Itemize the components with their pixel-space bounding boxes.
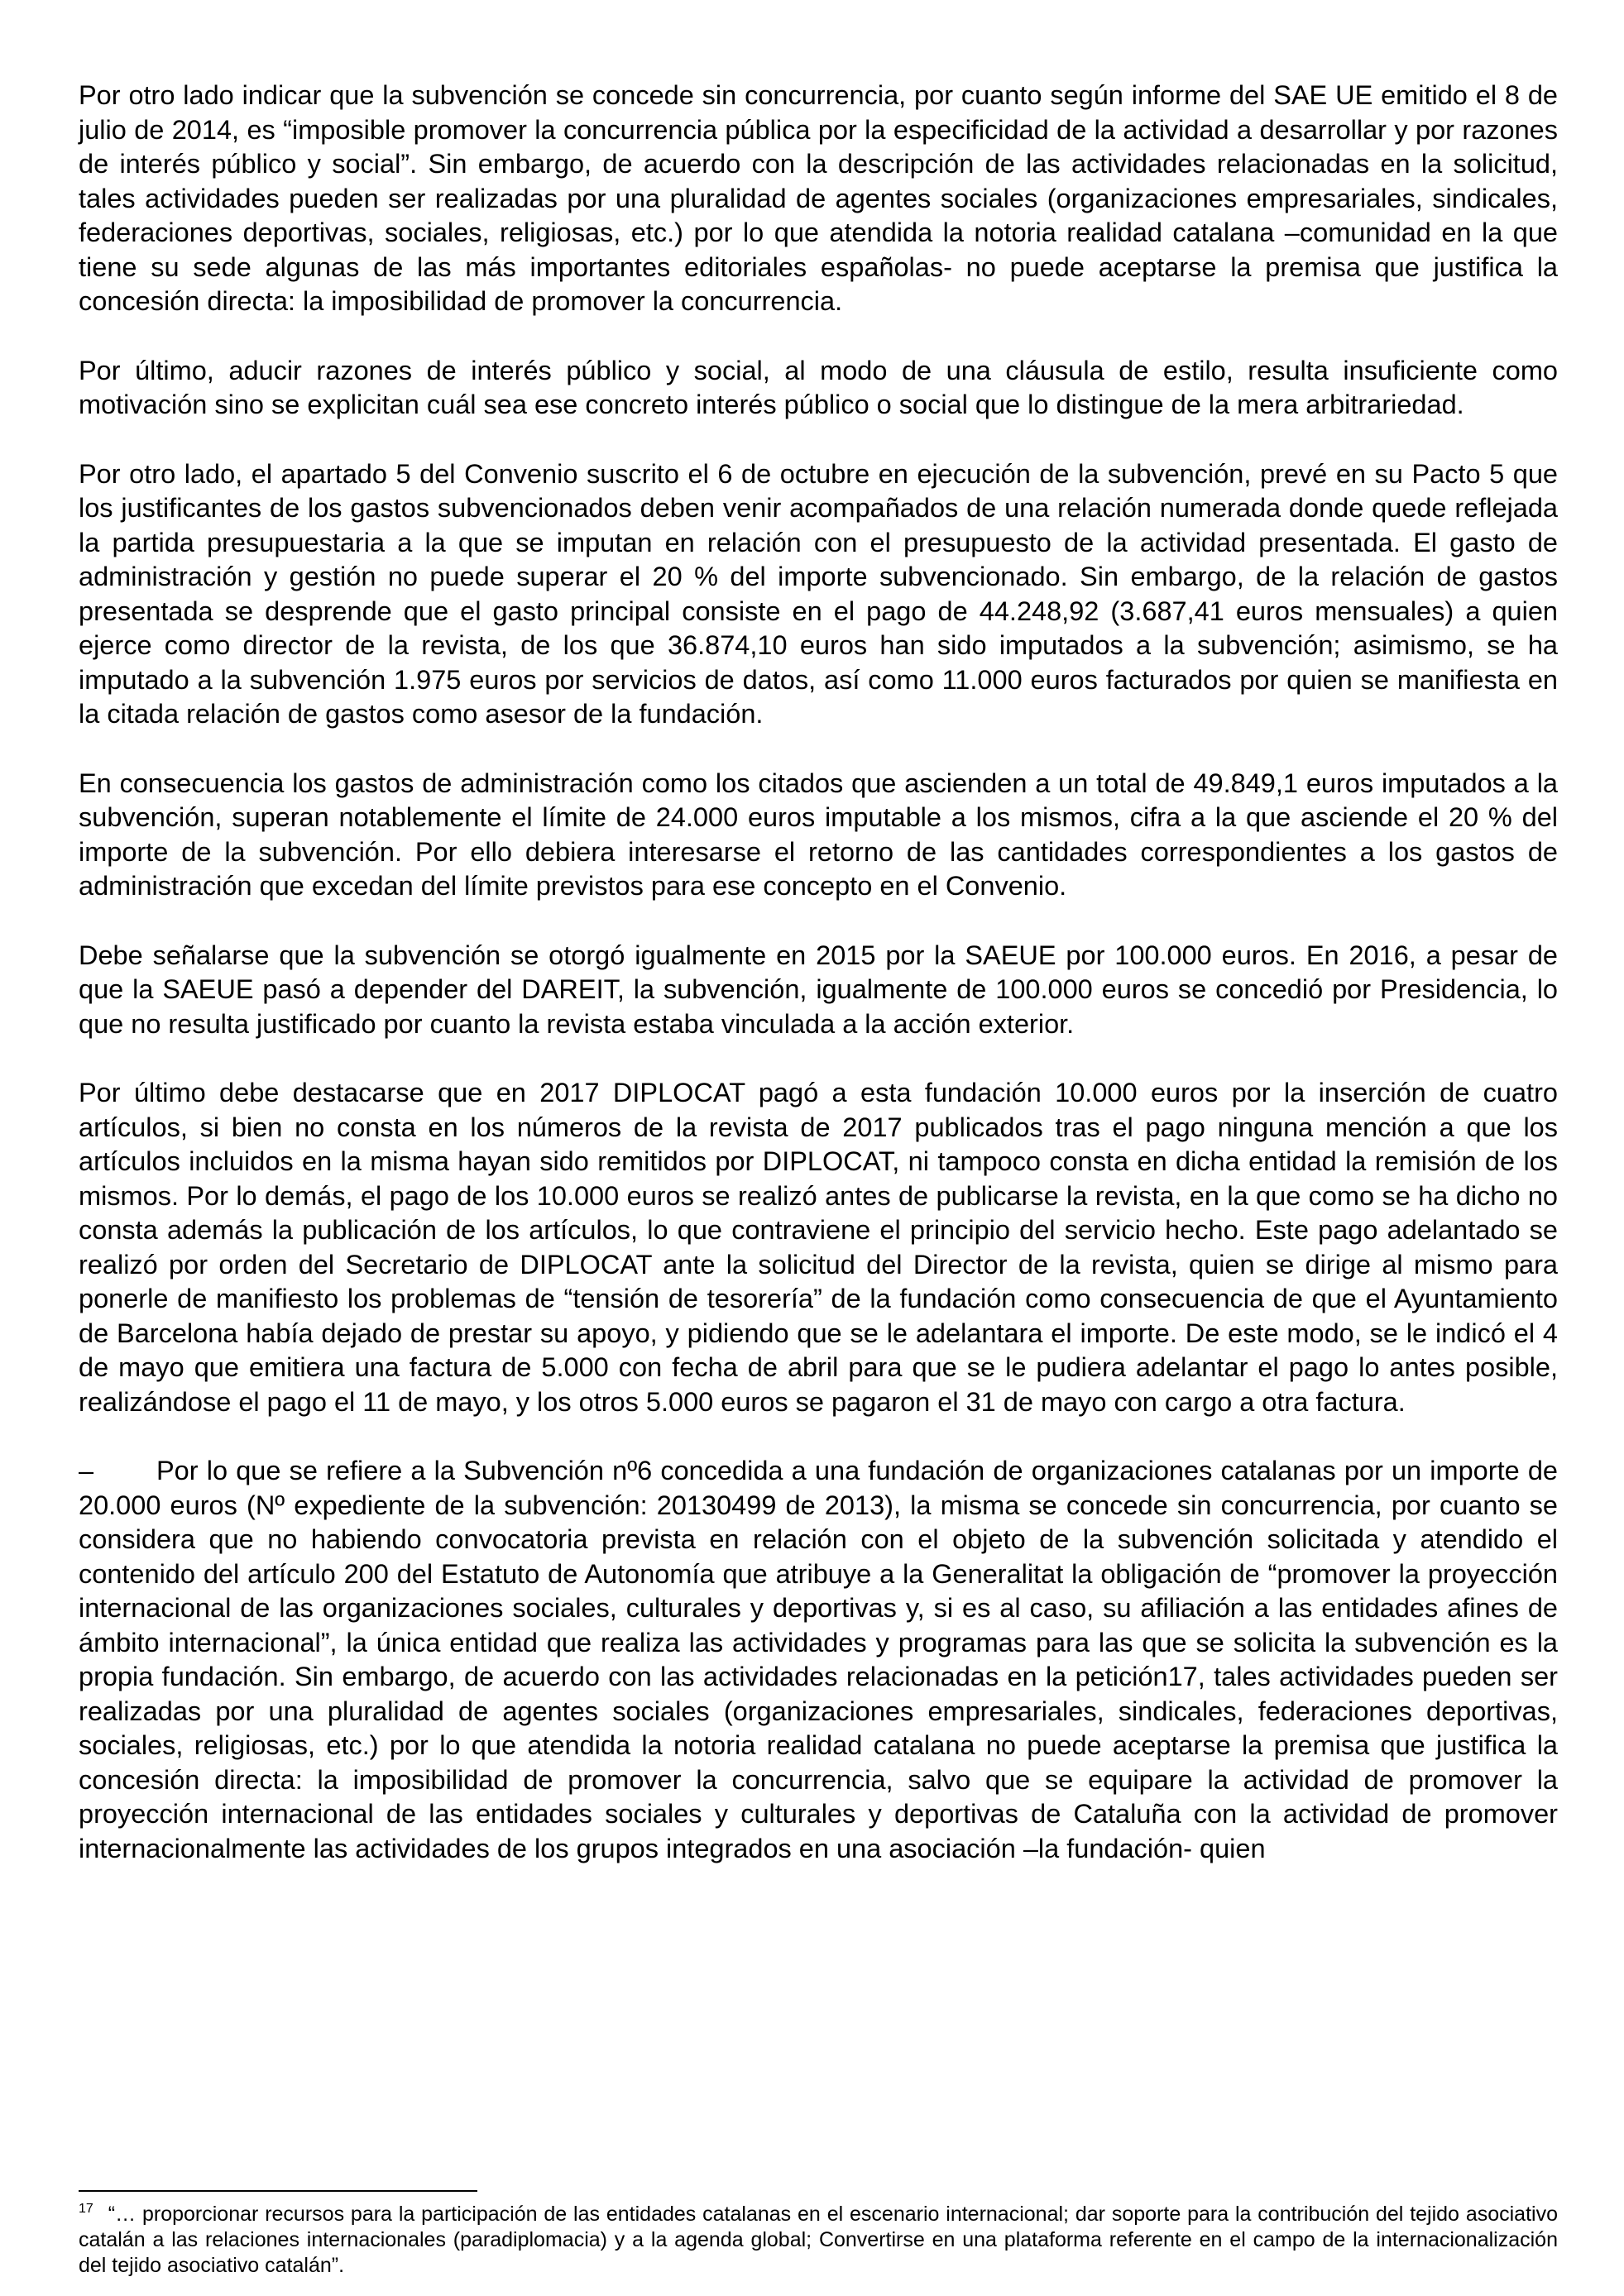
paragraph-6: Por último debe destacarse que en 2017 DIPLOCAT pagó a esta fundación 10.000 euros por la inserción de cuatro artículos, si bien no consta en los números de la revista de 2017 publicados tras el pago ninguna mención a que los artículos incluidos en la misma hayan sido remitidos por DIPLOCAT, ni tampoco consta en dicha entidad la remisión de los mismos. Por lo demás, el pago de los 10.000 euros se realizó antes de publicarse la revista, en la que como se ha dicho no consta además la publicación de los artículos, lo que contraviene el principio del servicio hecho. Este pago adelantado se realizó por orden del Secretario de DIPLOCAT ante la solicitud del Director de la revista, quien se dirige al mismo para ponerle de manifiesto los problemas de “tensión de tesorería” de la fundación como consecuencia de que el Ayuntamiento de Barcelona había dejado de prestar su apoyo, y pidiendo que se le adelantara el importe. De este modo, se le indicó el 4 de mayo que emitiera una factura de 5.000 con fecha de abril para que se le pudiera adelantar el pago lo antes posible, realizándose el pago el 11 de mayo, y los otros 5.000 euros se pagaron el 31 de mayo con cargo a otra factura. — [79, 1078, 1558, 1417]
paragraph-3: Por otro lado, el apartado 5 del Convenio suscrito el 6 de octubre en ejecución de la subvención, prevé en su Pacto 5 que los justificantes de los gastos subvencionados deben venir acompañados de una relación numerada donde quede reflejada la partida presupuestaria a la que se imputan en relación con el presupuesto de la actividad presentada. El gasto de administración y gestión no puede superar el 20 % del importe subvencionado. Sin embargo, de la relación de gastos presentada se desprende que el gasto principal consiste en el pago de 44.248,92 (3.687,41 euros mensuales) a quien ejerce como director de la revista, de los que 36.874,10 euros han sido imputados a la subvención; asimismo, se ha imputado a la subvención 1.975 euros por servicios de datos, así como 11.000 euros facturados por quien se manifiesta en la citada relación de gastos como asesor de la fundación. — [79, 458, 1558, 729]
footnote — [79, 2202, 1558, 2279]
paragraph-2: Por último, aducir razones de interés público y social, al modo de una cláusula de estilo, resulta insuficiente como motivación sino se explicitan cuál sea ese concreto interés público o social que lo distingue de la mera arbitrariedad. — [79, 355, 1558, 419]
footnote-text: “… proporcionar recursos para la participación de las entidades catalanas en el escenario internacional; dar soporte para la contribución del tejido asociativo catalán a las relaciones internacionales (paradiplomacia) y a la agenda global; Convertirse en una plataforma referente en el campo de la internacionalización del tejido asociativo catalán”. — [79, 2203, 1558, 2277]
paragraph-4: En consecuencia los gastos de administración como los citados que ascienden a un total de 49.849,1 euros imputados a la subvención, superan notablemente el límite de 24.000 euros imputable a los mismos, cifra a la que asciende el 20 % del importe de la subvención. Por ello debiera interesarse el retorno de las cantidades correspondientes a los gastos de administración que excedan del límite previstos para ese concepto en el Convenio. — [79, 768, 1558, 901]
bullet-text: Por lo que se refiere a la Subvención nº6 concedida a una fundación de organizaciones catalanas por un importe de 20.000 euros (Nº expediente de la subvención: 20130499 de 2013), la misma se concede sin concurrencia, por cuanto se considera que no habiendo convocatoria prevista en relación con el objeto de la subvención solicitada y atendido el contenido del artículo 200 del Estatuto de Autonomía que atribuye a la Generalitat la obligación de “promover la proyección internacional de las organizaciones sociales, culturales y deportivas y, si es al caso, su afiliación a las entidades afines de ámbito internacional”, la única entidad que realiza las actividades y programas para las que se solicita la subvención es la propia fundación. Sin embargo, de acuerdo con las actividades relacionadas en la petición17, tales actividades pueden ser realizadas por una pluralidad de agentes sociales (organizaciones empresariales, sindicales, federaciones deportivas, sociales, religiosas, etc.) por lo que atendida la notoria realidad catalana no puede aceptarse la premisa que justifica la concesión directa: la imposibilidad de promover la concurrencia, salvo que se equipare la actividad de promover la proyección internacional de las entidades sociales y culturales y deportivas de Cataluña con la actividad de promover internacionalmente las actividades de los grupos integrados en una asociación –la fundación- quien — [79, 1456, 1558, 1863]
bullet-dash-icon: – — [79, 1456, 94, 1485]
footnote-separator — [79, 2190, 477, 2192]
bullet-paragraph — [79, 1454, 1558, 1866]
document-page — [79, 79, 1558, 1901]
paragraph-5: Debe señalarse que la subvención se otorgó igualmente en 2015 por la SAEUE por 100.000 euros. En 2016, a pesar de que la SAEUE pasó a depender del DAREIT, la subvención, igualmente de 100.000 euros se concedió por Presidencia, lo que no resulta justificado por cuanto la revista estaba vinculada a la acción exterior. — [79, 940, 1558, 1039]
footnote-number: 17 — [79, 2202, 93, 2216]
paragraph-1: Por otro lado indicar que la subvención se concede sin concurrencia, por cuanto según informe del SAE UE emitido el 8 de julio de 2014, es “imposible promover la concurrencia pública por la especificidad de la actividad a desarrollar y por razones de interés público y social”. Sin embargo, de acuerdo con la descripción de las actividades relacionadas en la solicitud, tales actividades pueden ser realizadas por una pluralidad de agentes sociales (organizaciones empresariales, sindicales, federaciones deportivas, sociales, religiosas, etc.) por lo que atendida la notoria realidad catalana –comunidad en la que tiene su sede algunas de las más importantes editoriales españolas- no puede aceptarse la premisa que justifica la concesión directa: la imposibilidad de promover la concurrencia. — [79, 80, 1558, 316]
